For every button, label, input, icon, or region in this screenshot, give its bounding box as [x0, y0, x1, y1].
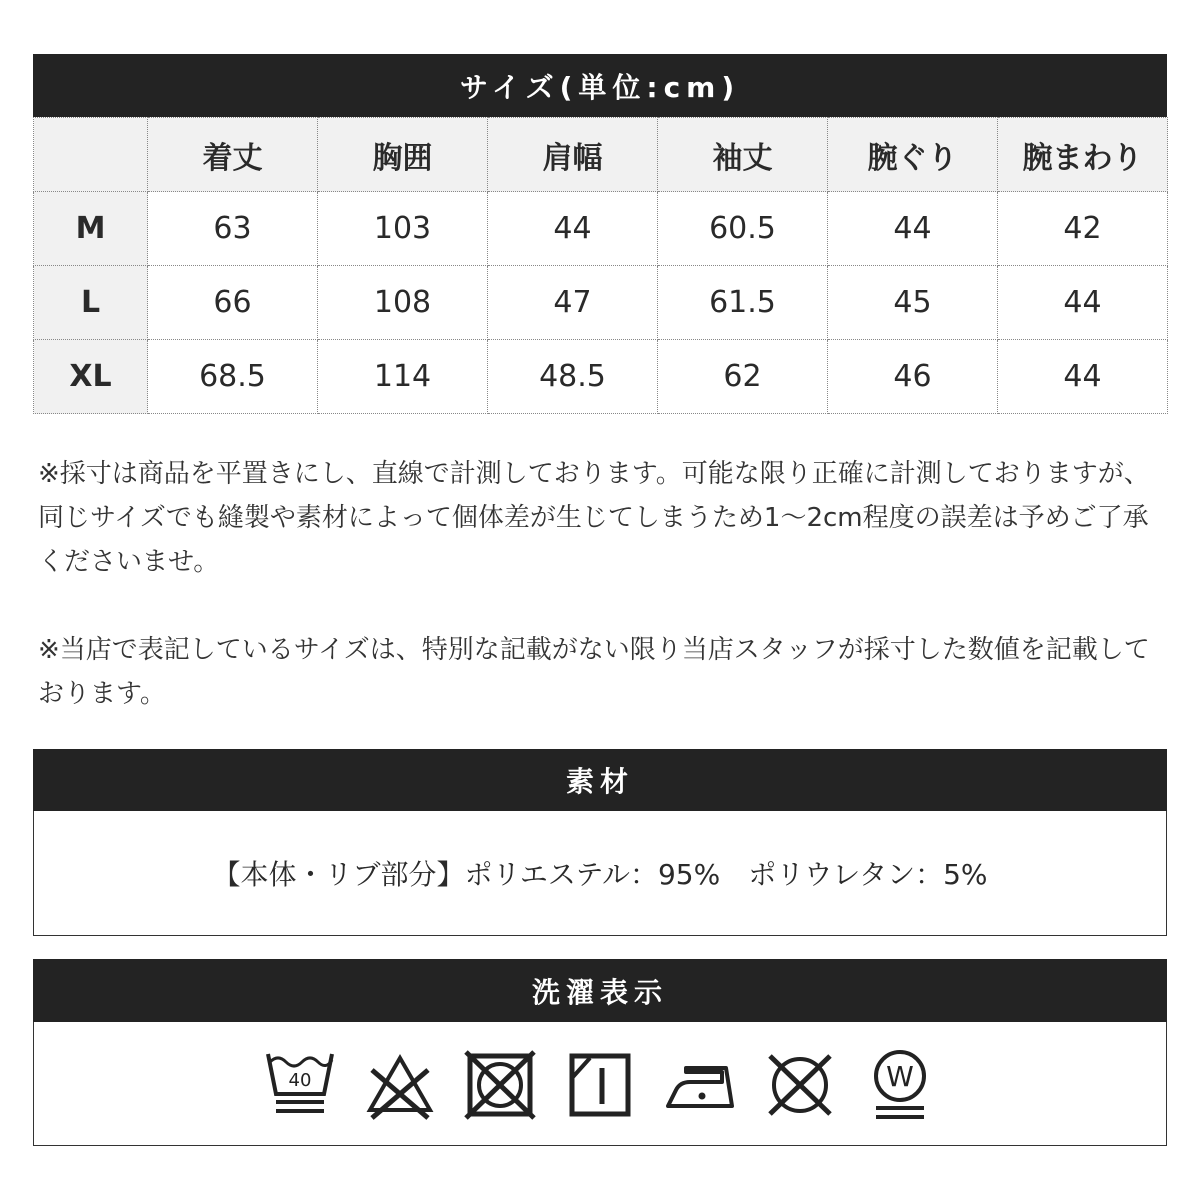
- table-cell: 48.5: [488, 340, 658, 414]
- table-cell: 44: [488, 192, 658, 266]
- size-source-note: ※当店で表記しているサイズは、特別な記載がない限り当店スタッフが採寸した数値を記載しております。: [38, 635, 1150, 709]
- wet-clean-gentle-icon: [864, 1048, 936, 1120]
- table-cell: 103: [318, 192, 488, 266]
- column-header: 腕ぐり: [828, 118, 998, 192]
- table-cell: 47: [488, 266, 658, 340]
- table-row: [34, 266, 1168, 340]
- material-box: [33, 811, 1167, 936]
- table-cell: 114: [318, 340, 488, 414]
- table-cell: 44: [998, 266, 1168, 340]
- no-dry-clean-icon: [764, 1048, 836, 1120]
- table-cell: 63: [148, 192, 318, 266]
- wash-temp-label: 40: [288, 1069, 312, 1091]
- material-text: 【本体・リブ部分】ポリエステル：95% ポリウレタン：5%: [212, 858, 988, 891]
- table-cell: 66: [148, 266, 318, 340]
- column-header: 袖丈: [658, 118, 828, 192]
- table-header-row: [34, 118, 1168, 192]
- size-table: [33, 117, 1168, 414]
- table-cell: 108: [318, 266, 488, 340]
- column-header: 胸囲: [318, 118, 488, 192]
- row-header-size: XL: [34, 340, 148, 414]
- care-icons-box: [33, 1022, 1167, 1146]
- column-header: 腕まわり: [998, 118, 1168, 192]
- table-cell: 62: [658, 340, 828, 414]
- wash-40-gentle-icon: [264, 1048, 336, 1120]
- no-tumble-dry-icon: [464, 1048, 536, 1120]
- wash-section-title: 洗濯表示: [33, 959, 1167, 1022]
- table-cell: 68.5: [148, 340, 318, 414]
- row-header-size: L: [34, 266, 148, 340]
- table-cell: 60.5: [658, 192, 828, 266]
- table-row: [34, 340, 1168, 414]
- measurement-note: ※採寸は商品を平置きにし、直線で計測しております。可能な限り正確に計測しておりますが、同じサイズでも縫製や素材によって個体差が生じてしまうため1〜2cm程度の誤差は予めご了承くださいませ。: [38, 459, 1150, 577]
- line-dry-shade-icon: [564, 1048, 636, 1120]
- table-cell: 61.5: [658, 266, 828, 340]
- table-cell: 44: [828, 192, 998, 266]
- table-cell: 44: [998, 340, 1168, 414]
- no-bleach-icon: [364, 1048, 436, 1120]
- table-cell: 42: [998, 192, 1168, 266]
- size-section-title: サイズ(単位:cm): [33, 54, 1167, 117]
- material-section-title: 素材: [33, 749, 1167, 811]
- table-corner-cell: [34, 118, 148, 192]
- table-cell: 45: [828, 266, 998, 340]
- table-cell: 46: [828, 340, 998, 414]
- column-header: 肩幅: [488, 118, 658, 192]
- wet-clean-label: W: [886, 1059, 914, 1093]
- table-row: [34, 192, 1168, 266]
- iron-low-icon: [664, 1048, 736, 1120]
- row-header-size: M: [34, 192, 148, 266]
- column-header: 着丈: [148, 118, 318, 192]
